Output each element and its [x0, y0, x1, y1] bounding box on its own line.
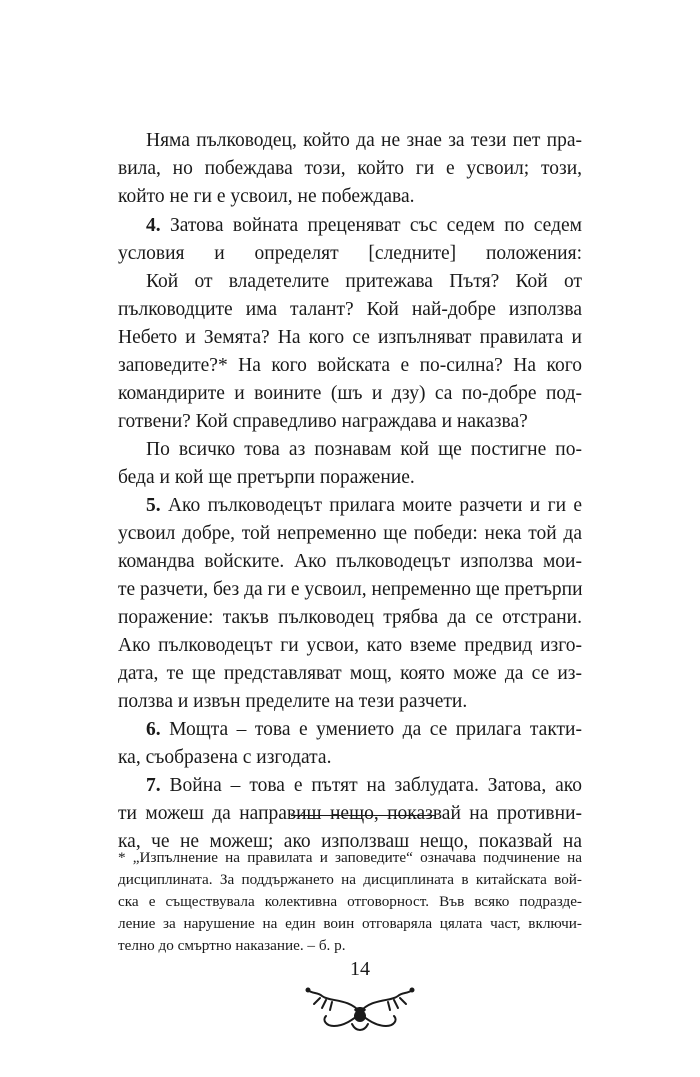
dragon-ornament-icon: [300, 980, 420, 1045]
body-line: те разчети, без да ги е усвоил, непременно ще претърпи: [118, 579, 583, 600]
body-line: беда и кой ще претърпи поражение.: [118, 467, 415, 488]
body-line: 4. Затова войната преценяват със седем по седем: [146, 215, 582, 236]
body-line: 7. Война – това е пътят на заблудата. Затова, ако: [146, 775, 582, 796]
body-line: готвени? Кой справедливо награждава и наказва?: [118, 411, 528, 432]
body-line: поражение: такъв пълководец трябва да се отстрани.: [118, 607, 582, 628]
body-line: командва войските. Ако пълководецът използва мои-: [118, 551, 582, 572]
body-line: ка, съобразена с изгодата.: [118, 747, 332, 768]
body-line: ползва и извън пределите на тези разчети.: [118, 691, 468, 712]
footnote-line: дисциплината. За поддържането на дисциплината в китайската вой-: [118, 871, 582, 888]
section-number: 7.: [146, 775, 161, 796]
body-line: дата, те ще представляват мощ, която може да се из-: [118, 663, 582, 684]
section-number: 4.: [146, 215, 161, 236]
body-line: вила, но побеждава този, който ги е усвоил; този,: [118, 158, 582, 179]
body-line: ка, че не можеш; ако използваш нещо, показвай на: [118, 831, 582, 852]
footnote-line: ление за нарушение на един воин отговаряла цялата част, включи-: [118, 915, 582, 932]
body-line: усвоил добре, той непременно ще победи: нека той да: [118, 523, 582, 544]
footnote-line: * „Изпълнение на правилата и заповедите“ означава подчинение на: [118, 849, 582, 866]
body-line: Ако пълководецът ги усвои, като вземе предвид изго-: [118, 635, 582, 656]
body-line: По всичко това аз познавам кой ще постигне по-: [146, 439, 582, 460]
footnote-line: телно до смъртно наказание. – б. р.: [118, 937, 346, 954]
footnote-rule: [291, 815, 435, 816]
body-line: 5. Ако пълководецът прилага моите разчети и ги е: [146, 495, 582, 516]
body-line: Кой от владетелите притежава Пътя? Кой от: [146, 271, 582, 292]
body-line: който не ги е усвоил, не побеждава.: [118, 186, 415, 207]
body-line: 6. Мощта – това е умението да се прилага такти-: [146, 719, 582, 740]
body-line: заповедите?* На кого войската е по-силна? На кого: [118, 355, 582, 376]
body-line: пълководците има талант? Кой най-добре използва: [118, 299, 582, 320]
body-line: Небето и Земята? На кого се изпълняват правилата и: [118, 327, 582, 348]
body-line: ти можеш да направиш нещо, показвай на противни-: [118, 803, 582, 824]
page-number: 14: [350, 958, 370, 980]
body-line: командирите и воините (шъ и дзу) са по-добре под-: [118, 383, 582, 404]
section-number: 5.: [146, 495, 161, 516]
body-line: условия и определят [следните] положения:: [118, 243, 582, 264]
footnote-line: ска е съществувала колективна отговорност. Във всяко подразде-: [118, 893, 582, 910]
body-line: Няма пълководец, който да не знае за тези пет пра-: [146, 130, 582, 151]
section-number: 6.: [146, 719, 161, 740]
